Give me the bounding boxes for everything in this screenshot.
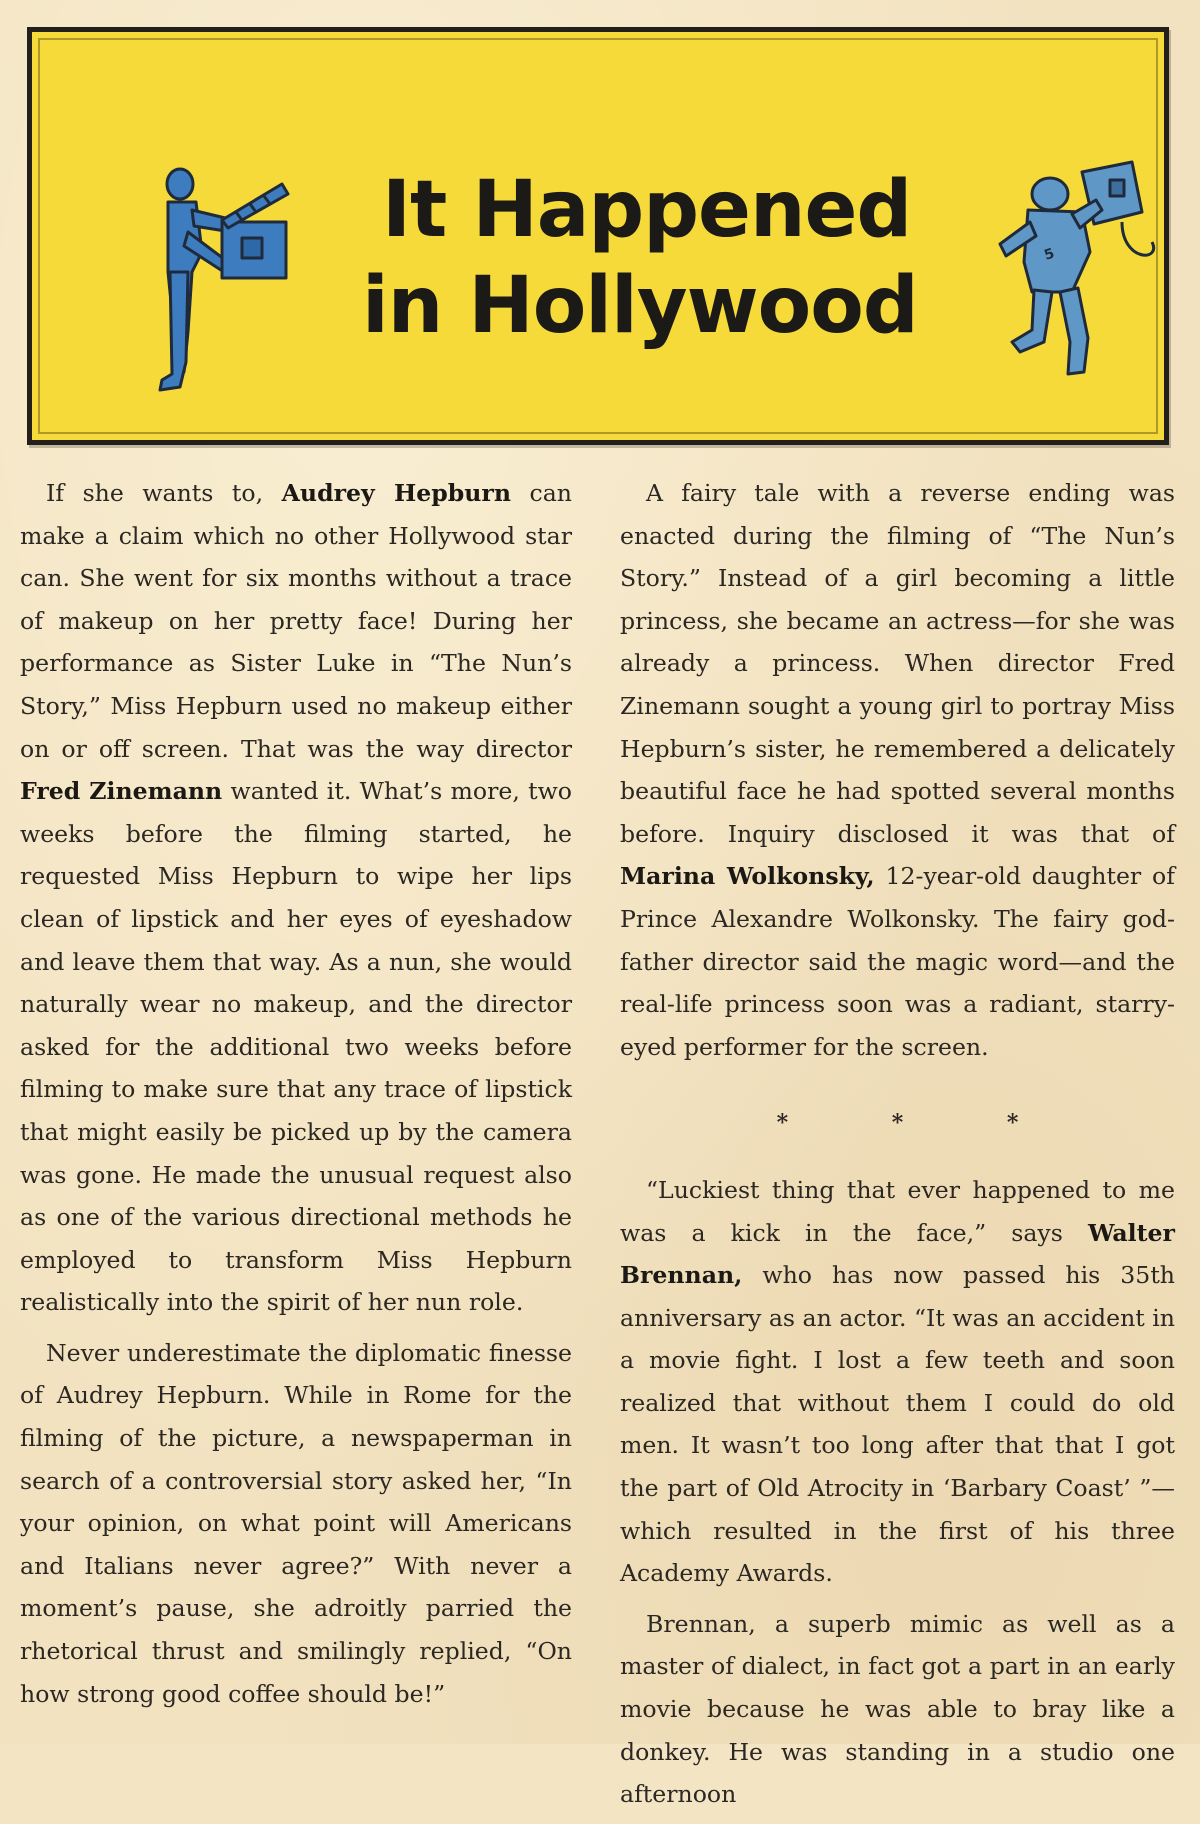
text-segment: who has now passed his 35th anniversary as an actor. “It was an accident in a movie fight. I lost a few teeth and soon realized that without them I could do old men. It wasn’t too long after that that I got the part of Old Atrocity in ‘Barbary Coast’ ”—which resulted in the first of his three Academy Awards. xyxy=(620,1261,1175,1588)
text-segment: wanted it. What’s more, two weeks before the filming started, he requested Miss Hepburn to wipe her lips clean of lipstick and her eyes of eyeshadow and leave them that way. As a nun, she would naturally wear no makeup, and the director asked for the additional two weeks before filming to make sure that any trace of lipstick that might easily be picked up by the camera was gone. He made the unusual request also as one of the various directional methods he employed to transform Miss Hepburn realistically into the spirit of her nun role. xyxy=(20,777,572,1317)
right-column xyxy=(620,472,1175,1824)
text-segment: 12-year-old daughter of Prince Alexandre Wolkonsky. The fairy god-father director said the magic word—and the real-life princess soon was a radiant, starry-eyed performer for the screen. xyxy=(620,862,1175,1061)
svg-text:5: 5 xyxy=(1042,245,1057,264)
bold-name-marina-wolkonsky: Marina Wolkonsky, xyxy=(620,862,875,891)
title-line-1: It Happened xyxy=(382,165,912,255)
text-segment: A fairy tale with a reverse ending was enacted during the filming of “The Nun’s Story.” Instead of a girl becoming a little princess, she became an actress—for she was already a princess. When director Fred Zinemann sought a young girl to portray Miss Hepburn’s sister, he remembered a delicately beautiful face he had spotted several months before. Inquiry disclosed it was that of xyxy=(620,479,1175,848)
bold-name-fred-zinemann: Fred Zinemann xyxy=(20,777,223,806)
bold-name-audrey-hepburn: Audrey Hepburn xyxy=(281,479,511,507)
bold-name-walter-brennan: Walter Brennan, xyxy=(620,1218,1175,1290)
cameraman-icon xyxy=(972,152,1172,402)
text-segment: If she wants to, xyxy=(46,479,282,507)
article-paragraph-fairy-tale xyxy=(620,472,1175,1068)
article-paragraph-hepburn-makeup xyxy=(20,472,572,1324)
title-banner xyxy=(27,27,1169,445)
text-segment: “Luckiest thing that ever happened to me was a kick in the face,” says xyxy=(620,1175,1175,1247)
article-paragraph-brennan-mimic: Brennan, a superb mimic as well as a master of dialect, in fact got a part in an early movie because he was able to bray like a donkey. He was standing in a studio one afternoon xyxy=(620,1609,1175,1809)
clapperboard-man-icon xyxy=(132,162,312,402)
left-column xyxy=(20,472,572,1723)
title-line-2: in Hollywood xyxy=(362,261,918,351)
article-paragraph-hepburn-diplomacy: Never underestimate the diplomatic finesse of Audrey Hepburn. While in Rome for the filming of the picture, a newspaperman in search of a controversial story asked her, “In your opinion, on what point will Americans and Italians never agree?” With never a moment’s pause, she adroitly parried the rhetorical thrust and smilingly replied, “On how strong good coffee should be!” xyxy=(20,1338,572,1708)
section-separator: * * * xyxy=(776,1110,1067,1137)
page-title xyxy=(362,162,918,354)
text-segment: can make a claim which no other Hollywood star can. She went for six months without a trace of makeup on her pretty face! During her performance as Sister Luke in “The Nun’s Story,” Miss Hepburn used no makeup either on or off screen. That was the way director xyxy=(20,479,572,763)
article-paragraph-brennan-kick xyxy=(620,1169,1175,1595)
